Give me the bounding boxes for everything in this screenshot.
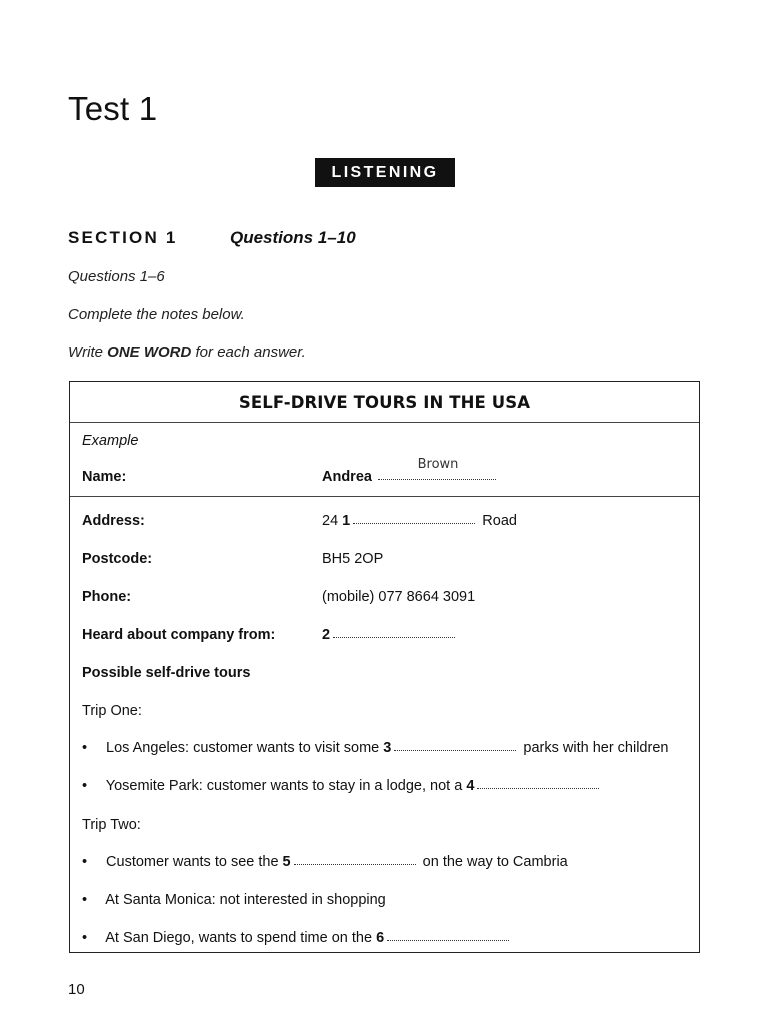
page-title: Test 1	[68, 90, 158, 127]
address-prefix: 24	[322, 513, 339, 529]
bullet-icon: •	[82, 740, 88, 756]
question-1-number: 1	[342, 513, 351, 529]
trip-one-item-1	[82, 740, 668, 756]
sub-questions-label: Questions 1–6	[68, 268, 165, 285]
question-3-number: 3	[383, 740, 392, 756]
phone-label: Phone:	[82, 589, 132, 605]
heard-label: Heard about company from:	[82, 627, 276, 643]
section-heading: SECTION 1	[68, 228, 178, 247]
example-label: Example	[82, 433, 139, 449]
page-number: 10	[68, 981, 85, 998]
bullet-icon: •	[82, 930, 88, 946]
question-5-number: 5	[282, 854, 291, 870]
answer-dots	[378, 478, 496, 480]
write-bold: ONE WORD	[107, 344, 192, 361]
postcode-label: Postcode:	[82, 551, 153, 567]
item-text: At Santa Monica: not interested in shopping	[105, 892, 386, 908]
bullet-icon: •	[82, 854, 88, 870]
item-text: Yosemite Park: customer wants to stay in a lodge, not a	[105, 778, 463, 794]
address-suffix: Road	[482, 513, 517, 529]
trip-two-item-1	[82, 854, 568, 870]
bullet-icon: •	[82, 778, 88, 794]
question-4-blank[interactable]	[477, 787, 599, 789]
postcode-value: BH5 2OP	[322, 551, 384, 567]
item-text: At San Diego, wants to spend time on the	[105, 930, 373, 946]
name-label: Name:	[82, 469, 127, 485]
trip-one-item-2	[82, 778, 602, 794]
trip-one-label: Trip One:	[82, 703, 142, 719]
write-prefix: Write	[68, 344, 103, 361]
name-answer: Brown	[417, 457, 459, 472]
question-2-number: 2	[322, 627, 331, 643]
question-5-blank[interactable]	[294, 863, 416, 865]
question-2-blank[interactable]	[333, 636, 455, 638]
questions-range: Questions 1–10	[230, 228, 356, 247]
address-label: Address:	[82, 513, 145, 529]
question-6-blank[interactable]	[387, 939, 509, 941]
listening-banner: LISTENING	[315, 158, 455, 187]
trip-two-item-2	[82, 892, 386, 908]
trip-two-item-3	[82, 930, 512, 946]
item-text-after: on the way to Cambria	[422, 854, 568, 870]
item-text: Los Angeles: customer wants to visit some	[106, 740, 380, 756]
item-text-after: parks with her children	[523, 740, 669, 756]
name-answer-field	[376, 457, 500, 485]
complete-instruction: Complete the notes below.	[68, 306, 245, 323]
bullet-icon: •	[82, 892, 88, 908]
question-4-number: 4	[466, 778, 475, 794]
address-value-row	[322, 513, 517, 529]
write-instruction	[68, 344, 306, 361]
notes-title: SELF-DRIVE TOURS IN THE USA	[70, 382, 699, 423]
write-suffix: for each answer.	[195, 344, 306, 361]
trip-two-label: Trip Two:	[82, 817, 141, 833]
item-text: Customer wants to see the	[106, 854, 279, 870]
phone-value: (mobile) 077 8664 3091	[322, 589, 476, 605]
name-value-row	[322, 457, 500, 485]
question-3-blank[interactable]	[394, 749, 516, 751]
name-value: Andrea	[322, 469, 372, 485]
question-6-number: 6	[376, 930, 385, 946]
question-1-blank[interactable]	[353, 522, 475, 524]
heard-value-row	[322, 627, 458, 643]
example-area	[70, 423, 699, 497]
possible-tours-heading: Possible self-drive tours	[82, 665, 251, 681]
notes-box	[69, 381, 700, 953]
